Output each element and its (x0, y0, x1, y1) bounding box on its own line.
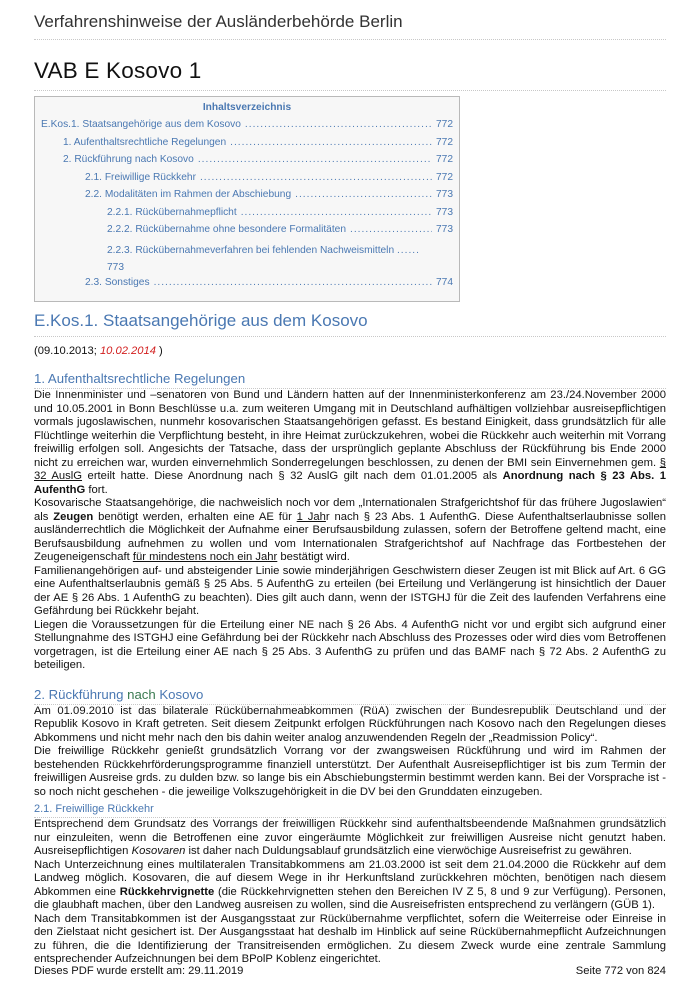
paragraph: Entsprechend dem Grundsatz des Vorrangs der freiwilligen Rückkehr sind aufenthaltsbeendende Maßnahmen grundsätzlich nur einzuleiten, wenn die Betroffenen eine zuvor eingeräumte Möglichkeit zur freiwilligen Ausreise nicht genutzt haben. Ausreisepflichtigen Kosovaren ist daher nach Duldungsablauf grundsätzlich eine vierwöchige Ausreisefrist zu gewähren. (34, 818, 666, 857)
toc-entry[interactable] (41, 119, 453, 137)
law-reference-link[interactable]: § 32 AuslG (34, 456, 666, 482)
document-page (34, 0, 666, 967)
document-title: VAB E Kosovo 1 (34, 58, 666, 91)
paragraph: Nach dem Transitabkommen ist der Ausgangsstaat zur Rückübernahme verpflichtet, sofern die Weiterreise oder Einreise in den Zielstaat nicht gesichert ist. Der Ausgangsstaat hat deshalb im Hinblick auf seine Rückübernahmepflicht Aufzeichnungen zu führen, die die Identifizierung der Transitreisenden ermöglichen. Zu diesem Zweck wurde eine zentrale Sammlung entsprechender Aufzeichnungen bei dem BPolP Koblenz eingerichtet. (34, 912, 666, 965)
toc-entry-page: 772 (436, 171, 453, 183)
toc-entry[interactable] (41, 137, 453, 155)
subsection-heading: 2. Rückführung nach Kosovo (34, 687, 666, 705)
toc-entry-page: 773 (436, 189, 453, 200)
paragraph: Am 01.09.2010 ist das bilaterale Rückübernahmeabkommen (RüA) zwischen der Bundesrepublik Deutschland und der Republik Kosovo in Kraft getreten. Seit diesem Zeitpunkt erfolgen Rückführungen nach Kosovo nach den Regelungen dieses Abkommens und nicht mehr nach den bis dahin weiter analog anzuwendenden Regeln der „Readmission Policy“. (34, 704, 666, 744)
toc-entry[interactable] (41, 172, 453, 190)
toc-entry-page: 773 (436, 224, 453, 235)
revision-date-highlight: 10.02.2014 (99, 345, 156, 357)
toc-entry[interactable] (41, 207, 453, 225)
toc-entry-label: 2.2. Modalitäten im Rahmen der Abschiebung (85, 189, 292, 200)
table-of-contents (34, 96, 460, 302)
paragraph: Kosovarische Staatsangehörige, die nachweislich noch vor dem „Internationalen Strafgerichtshof für das frühere Jugoslawien“ als Zeugen benötigt werden, erhalten eine AE für 1 Jahr nach § 23 Abs. 1 AufenthG. Diese Aufenthaltserlaubnisse sollen ausländerrechtlich die Möglichkeit der Aufnahme einer Berufsausbildung zulassen, sofern der Betroffene geltend macht, eine Berufsausbildung aufnehmen zu wollen und vom Internationalen Strafgerichtshof auf Nachfrage das Fortbestehen der Zeugeneigenschaft für mindestens noch ein Jahr bestätigt wird. (34, 497, 666, 563)
toc-entry-page: 773 (107, 262, 124, 273)
paragraph: Nach Unterzeichnung eines multilateralen Transitabkommens am 21.03.2000 ist seit dem 21.04.2000 die Rückkehr auf dem Landweg möglich. Kosovaren, die auf diesem Wege in ihr Herkunftsland zurückkehren möchten, benötigen nach diesem Abkommen eine Rückkehrvignette (die Rückkehrvignetten stehen den Bereichen IV Z 5, 8 und 9 zur Verfügung). Personen, die glaubhaft machen, über den Landweg ausreisen zu wollen, sind die Ausreisefristen entsprechend zu verlängern (GÜB 1). (34, 858, 666, 911)
toc-entry-label: 2.3. Sonstiges (85, 276, 150, 288)
revision-dates: (09.10.2013; 10.02.2014 ) (34, 345, 163, 357)
site-title: Verfahrenshinweise der Ausländerbehörde Berlin (34, 12, 666, 40)
section-title: E.Kos.1. Staatsangehörige aus dem Kosovo (34, 311, 666, 337)
subsubsection-heading: 2.1. Freiwillige Rückkehr (34, 803, 666, 818)
toc-entry[interactable] (41, 189, 453, 207)
toc-entry-label: 1. Aufenthaltsrechtliche Regelungen (63, 136, 227, 148)
toc-entry-label: 2.2.2. Rückübernahme ohne besondere Formalitäten (107, 224, 346, 235)
page-footer (34, 965, 666, 977)
created-date: Dieses PDF wurde erstellt am: 29.11.2019 (34, 965, 244, 977)
paragraph: Familienangehörigen auf- und absteigender Linie sowie minderjährigen Geschwistern dieser Zeugen ist mit Blick auf Art. 6 GG eine Aufenthaltserlaubnis gemäß § 25 Abs. 5 AufenthG zu erteilen (bei Erteilung und Verlängerung ist hinsichtlich der Dauer der AE § 26 Abs. 1 AufenthG zu beachten). Dies gilt auch dann, wenn der ISTGHJ für die Zeit des laufenden Verfahrens eine Gefährdung bei Rückkehr bejaht. (34, 564, 666, 617)
toc-entry-label: 2.1. Freiwillige Rückkehr (85, 171, 196, 183)
paragraph: Die freiwillige Rückkehr genießt grundsätzlich Vorrang vor der zwangsweisen Rückführung und wird im Rahmen der bestehenden Rückkehrförderungsprogramme finanziell unterstützt. Der Aufenthalt Ausreisepflichtiger ist bis zum Termin der freiwilligen Ausreise grds. zu dulden bzw. so lange bis ein Abschiebungstermin bestimmt werden kann. Bei der Vorsprache ist - so noch nicht geschehen - die jeweilige Volkszugehörigkeit in die DV bei den Grunddaten einzugeben. (34, 745, 666, 798)
toc-entry-page: 773 (436, 206, 453, 218)
toc-entry-label: E.Kos.1. Staatsangehörige aus dem Kosovo (41, 119, 241, 130)
toc-entry[interactable] (41, 154, 453, 172)
toc-entry-label: 2.2.3. Rückübernahmeverfahren bei fehlenden Nachweismitteln (107, 244, 395, 256)
toc-entry-page: 772 (436, 154, 453, 165)
toc-entry-label: 2.2.1. Rückübernahmepflicht (107, 206, 237, 218)
toc-entry-page: 774 (436, 276, 453, 288)
toc-heading: Inhaltsverzeichnis (202, 102, 292, 113)
toc-entry-label: 2. Rückführung nach Kosovo (63, 154, 194, 165)
paragraph: Liegen die Voraussetzungen für die Erteilung einer NE nach § 26 Abs. 4 AufenthG nicht vor und ergibt sich aufgrund einer Stellungnahme des ISTGHJ eine Gefährdung bei der Rückkehr nach Abschluss des Prozesses oder wird dies vom Betroffenen vorgetragen, ist die Erteilung einer AE nach § 25 Abs. 3 AufenthG zu prüfen und das BAMF nach § 72 Abs. 2 AufenthG zu beteiligen. (34, 618, 666, 671)
paragraph: Die Innenminister und –senatoren von Bund und Ländern hatten auf der Innenministerkonferenz am 23./24.November 2000 und 10.05.2001 in Bonn Beschlüsse u.a. zum weiteren Umgang mit in Deutschland aufhältigen vollziehbar ausreisepflichtigen vormals jugoslawischen, nunmehr kosovarischen Staatsangehörigen gefasst. Es bestand Einigkeit, dass grundsätzlich für alle Flüchtlinge weiterhin die Verpflichtung besteht, in ihre Heimat zurückzukehren, wobei die Rückkehr auch weiterhin mit Vorrang freiwillig erfolgen soll. Angesichts der Tatsache, dass der ursprünglich geplante Abschluss der Rückführung bis Ende 2000 nicht zu erreichen war, wurden einvernehmlich Sonderregelungen beschlossen, zu denen der BMI sein Einvernehmen gem. § 32 AuslG erteilt hatte. Diese Anordnung nach § 32 AuslG gilt nach dem 01.01.2005 als Anordnung nach § 23 Abs. 1 AufenthG fort. (34, 389, 667, 496)
toc-entry-page: 772 (436, 136, 453, 148)
page-number: Seite 772 von 824 (575, 965, 666, 977)
toc-entry[interactable]: 2.2.3. Rückübernahmeverfahren bei fehlenden Nachweismitteln ...... 773 (107, 244, 420, 273)
toc-entry[interactable] (41, 224, 453, 242)
subsection-heading: 1. Aufenthaltsrechtliche Regelungen (34, 371, 666, 389)
toc-entry[interactable] (41, 277, 453, 295)
toc-entry-page: 772 (436, 119, 453, 130)
